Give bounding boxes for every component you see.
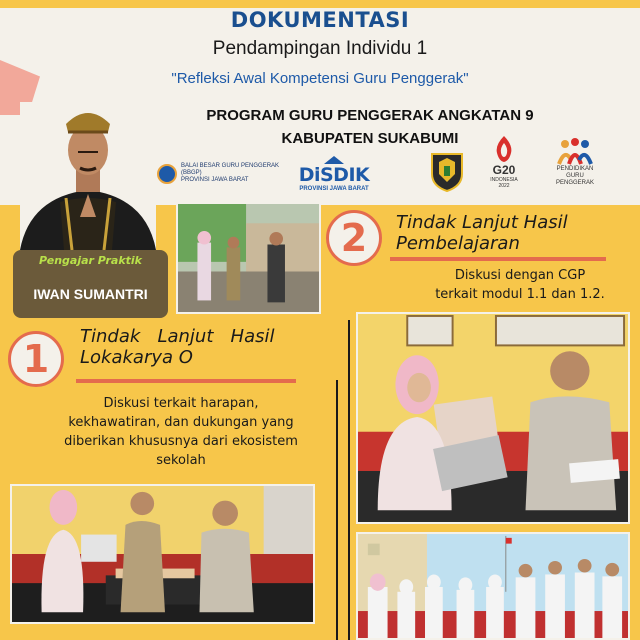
photo-module-discussion-image: [358, 314, 628, 522]
page-title: DOKUMENTASI: [230, 8, 410, 32]
program-heading: [130, 104, 610, 150]
regency-line: KABUPATEN SUKABUMI: [281, 130, 459, 147]
west-java-shield-icon: [430, 152, 464, 192]
section-1-rule: [76, 379, 296, 383]
pgp-line-3: PENGGERAK: [555, 180, 594, 186]
section-1-title-line-2: Lokakarya O: [80, 347, 193, 368]
disdik-subtitle: PROVINSI JAWA BARAT: [299, 186, 369, 192]
section-2-desc-line-2: terkait modul 1.1 dan 1.2.: [435, 287, 605, 302]
section-1-title-line-1: Tindak Lanjut Hasil: [80, 326, 275, 347]
disdik-logo: [293, 156, 375, 192]
bbgp-logo: [157, 163, 279, 184]
photo-greeting-image: [178, 204, 319, 312]
photo-ecosystem-discussion: [10, 484, 315, 624]
program-line: PROGRAM GURU PENGGERAK ANGKATAN 9: [206, 107, 534, 124]
section-1-desc-line-4: sekolah: [156, 453, 206, 468]
photo-greeting: [176, 202, 321, 314]
section-2-title: [396, 212, 636, 254]
g20-flame-icon: [493, 135, 515, 163]
divider-line-left: [336, 380, 338, 640]
section-2-desc-line-1: Diskusi dengan CGP: [454, 268, 586, 283]
g20-country: INDONESIA: [490, 177, 518, 183]
section-2-description: [400, 266, 640, 304]
section-2-number: 2: [326, 210, 382, 266]
page-subtitle: Pendampingan Individu 1: [212, 38, 428, 59]
disdik-wordmark: DiSDIK: [298, 164, 370, 186]
section-1-desc-line-2: kekhawatiran, dan dukungan yang: [68, 415, 294, 430]
header-stripe: [0, 0, 640, 8]
bbgp-logo-text: [181, 163, 279, 184]
teacher-portrait-image: [20, 102, 156, 250]
tut-wuri-icon: [157, 164, 177, 184]
section-2-title-line-1: Tindak Lanjut Hasil: [396, 212, 568, 233]
section-1-desc-line-3: diberikan khususnya dari ekosistem: [64, 434, 298, 449]
teacher-name: IWAN SUMANTRI: [33, 286, 148, 302]
section-1-number: 1: [8, 331, 64, 387]
building-icon: [324, 156, 344, 164]
photo-students-assembly: [356, 532, 630, 640]
section-1-description: [36, 394, 326, 470]
photo-module-discussion: [356, 312, 630, 524]
bbgp-line-3: PROVINSI JAWA BARAT: [181, 177, 249, 183]
photo-ecosystem-discussion-image: [12, 486, 313, 622]
pgp-line-2: GURU: [566, 173, 584, 179]
teacher-portrait: [20, 102, 156, 250]
divider-line-right: [348, 320, 350, 640]
section-1-desc-line-1: Diskusi terkait harapan,: [103, 396, 259, 411]
section-1-title: [80, 326, 312, 368]
section-2-title-line-2: Pembelajaran: [396, 233, 520, 254]
g20-wordmark: G20: [492, 163, 516, 177]
teacher-role: Pengajar Praktik: [38, 254, 143, 267]
pgp-logo: [540, 138, 610, 187]
bbgp-line-1: BALAI BESAR GURU PENGGERAK: [181, 163, 280, 169]
section-2-rule: [390, 257, 606, 261]
bbgp-line-2: (BBGP): [181, 170, 202, 176]
g20-year: 2022: [498, 183, 510, 189]
pgp-figures-icon: [557, 138, 593, 166]
photo-students-assembly-image: [358, 534, 628, 638]
pgp-line-1: PENDIDIKAN: [556, 166, 594, 172]
g20-logo: [485, 135, 523, 189]
theme-quote: "Refleksi Awal Kompetensi Guru Penggerak": [171, 70, 469, 87]
